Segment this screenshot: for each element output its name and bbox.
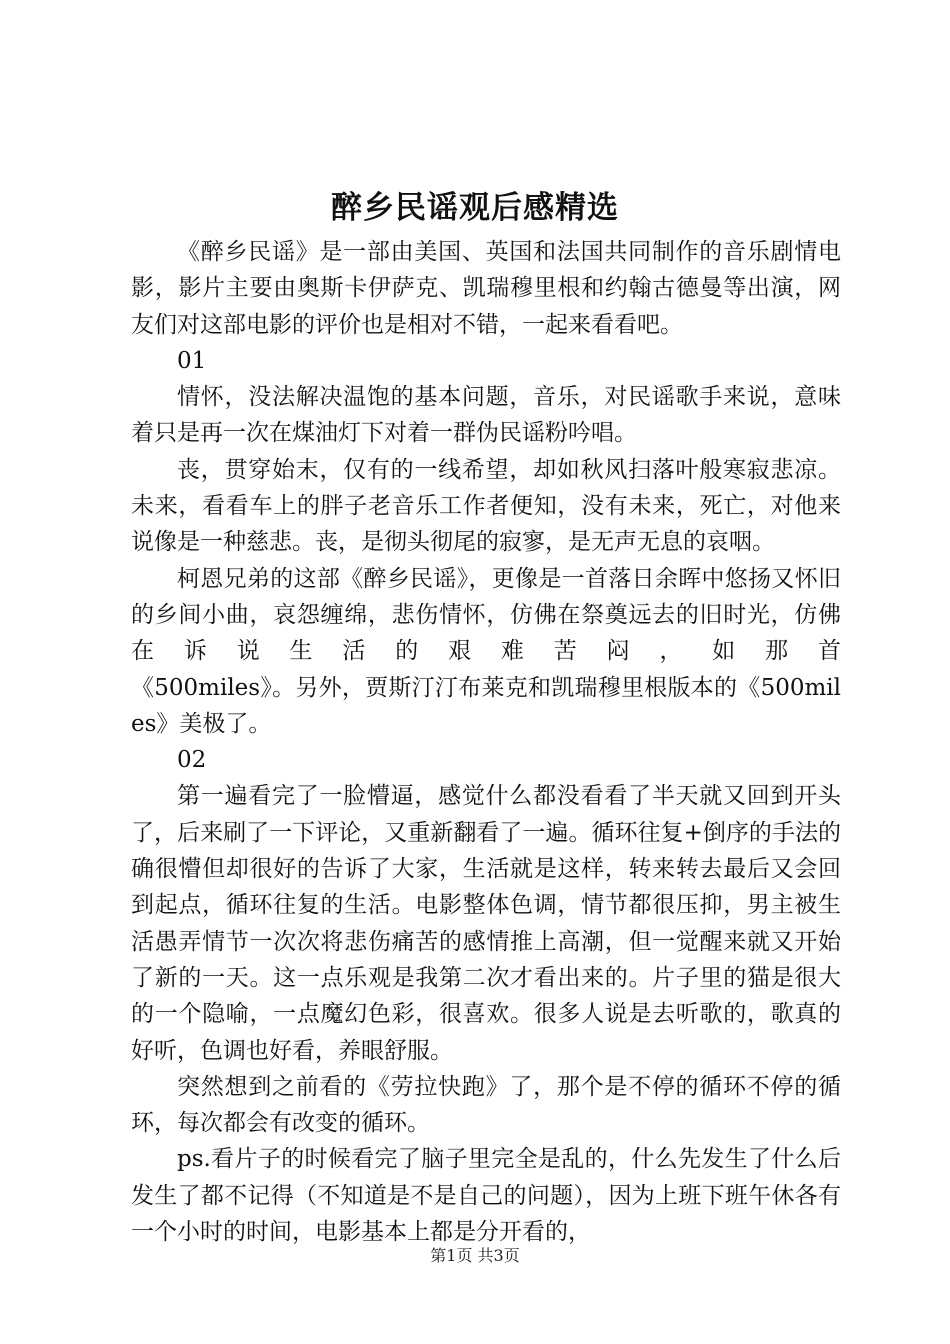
intro-paragraph: 《醉乡民谣》是一部由美国、英国和法国共同制作的音乐剧情电影，影片主要由奥斯卡伊萨克、凯瑞穆里根和约翰古德曼等出演，网友们对这部电影的评价也是相对不错，一起来看看吧。 <box>131 239 841 338</box>
body-paragraph: 柯恩兄弟的这部《醉乡民谣》，更像是一首落日余晖中悠扬又怀旧的乡间小曲，哀怨缠绵，悲伤情怀，仿佛在祭奠远去的旧时光，仿佛在诉说生活的艰难苦闷，如那首 <box>131 565 841 665</box>
document-body <box>131 234 841 1250</box>
body-paragraph: 第一遍看完了一脸懵逼，感觉什么都没看看了半天就又回到开头了，后来刷了一下评论，又重新翻看了一遍。循环往复+倒序的手法的确很懵但却很好的告诉了大家，生活就是这样，转来转去最后又会回到起点，循环往复的生活。电影整体色调，情节都很压抑，男主被生活愚弄情节一次次将悲伤痛苦的感情推上高潮，但一觉醒来就又开始了新的一天。这一点乐观是我第二次才看出来的。片子里的猫是很大的一个隐喻，一点魔幻色彩，很喜欢。很多人说是去听歌的，歌真的好听，色调也好看，养眼舒服。 <box>131 783 841 1064</box>
body-paragraph: 突然想到之前看的《劳拉快跑》了，那个是不停的循环不停的循环，每次都会有改变的循环。 <box>131 1073 841 1137</box>
body-paragraph: ps.看片子的时候看完了脑子里完全是乱的，什么先发生了什么后发生了都不记得（不知道是不是自己的问题），因为上班下班午休各有一个小时的时间，电影基本上都是分开看的， <box>131 1146 841 1246</box>
body-paragraph: 《500miles》。另外，贾斯汀汀布莱克和凯瑞穆里根版本的《500miles》美极了。 <box>131 674 841 737</box>
section-number: 02 <box>177 747 207 774</box>
document-title: 醉乡民谣观后感精选 <box>331 190 619 226</box>
section-number: 01 <box>177 347 207 374</box>
body-paragraph: 丧，贯穿始末，仅有的一线希望，却如秋风扫落叶般寒寂悲凉。未来，看看车上的胖子老音乐工作者便知，没有未来，死亡，对他来说像是一种慈悲。丧，是彻头彻尾的寂寥，是无声无息的哀咽。 <box>131 456 841 556</box>
body-paragraph: 情怀，没法解决温饱的基本问题，音乐，对民谣歌手来说，意味着只是再一次在煤油灯下对着一群伪民谣粉吟唱。 <box>131 384 841 447</box>
page-indicator: 第1页 共3页 <box>430 1246 520 1265</box>
